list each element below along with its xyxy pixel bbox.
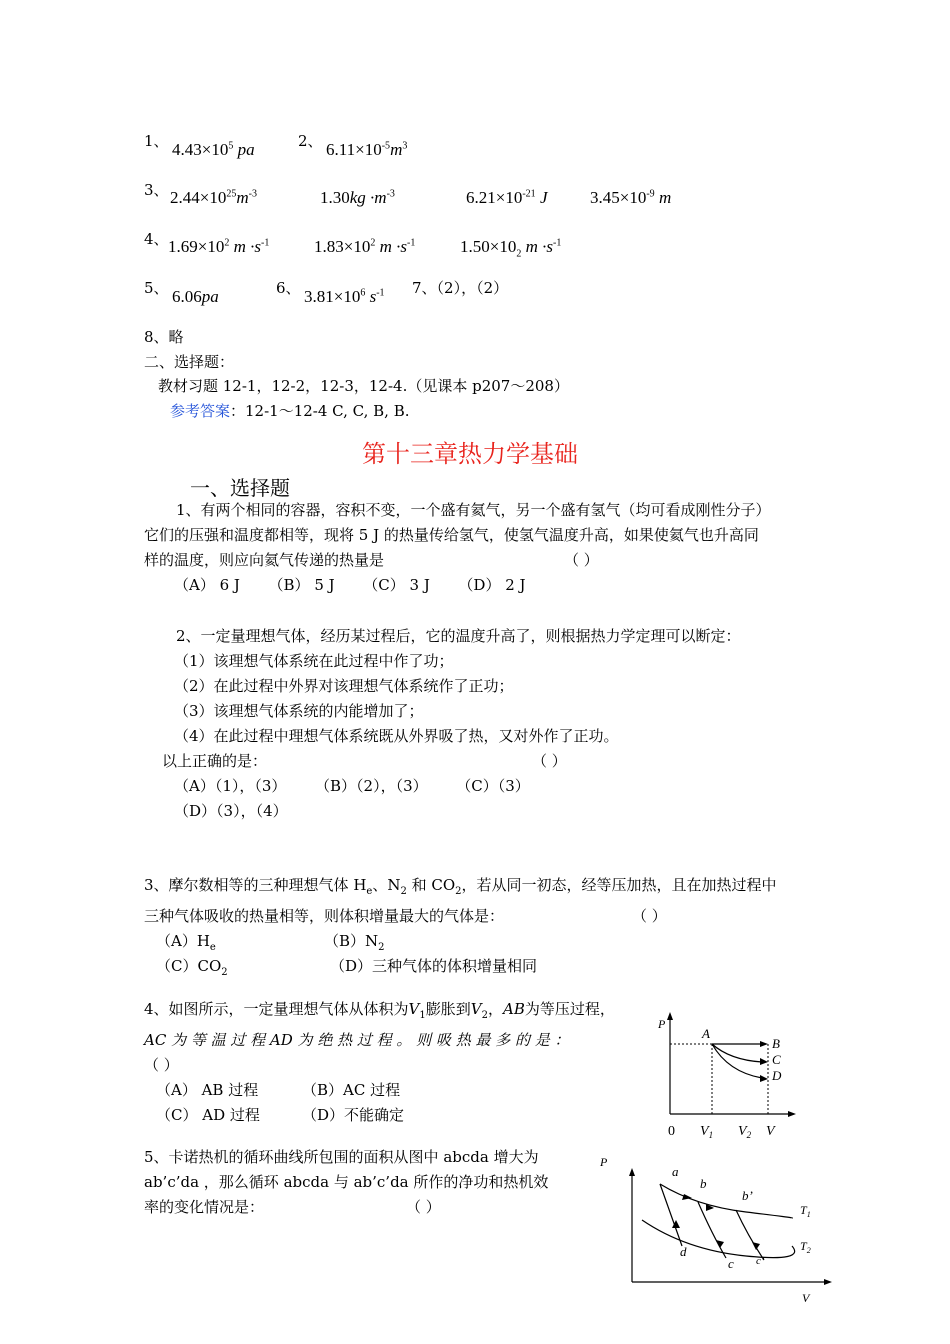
q2-statement-4: （4）在此过程中理想气体系统既从外界吸了热，又对外作了正功。	[174, 727, 619, 745]
q3-options-row-2	[144, 954, 806, 979]
q5-line-1: 5、卡诺热机的循环曲线所包围的面积从图中 abcda 增大为	[144, 1148, 539, 1166]
q4-ac-arrow	[760, 1058, 768, 1065]
answer-3-value-4: $3.45\times 10^{-9}$ m	[590, 188, 672, 207]
q1-line-2: 它们的压强和温度都相等，现将 5 J 的热量传给氢气，使氢气温度升高，如果使氦气也升高同	[144, 526, 759, 544]
q4-option-b: （B）AC 过程	[302, 1081, 401, 1099]
question-1	[144, 498, 806, 598]
q5-line-2: ab’c’da ，那么循环 abcda 与 ab’c’da 所作的净功和热机效	[144, 1173, 549, 1191]
answer-7: 7、（2），（2）	[412, 279, 509, 297]
question-3	[144, 873, 806, 979]
q5-label-a: a	[672, 1164, 679, 1179]
answer-5-label: 5、	[144, 279, 169, 297]
answer-8: 8、略	[144, 328, 184, 346]
section2-heading: 二、选择题：	[144, 353, 235, 371]
ref-answer-label: 参考答案	[170, 402, 231, 420]
q5-label-d: d	[680, 1244, 687, 1259]
q5-adiabat-bpcp	[736, 1210, 764, 1260]
q5-v-axis-arrow	[824, 1279, 832, 1285]
q4-label-a: A	[702, 1026, 710, 1041]
section2-exercise: 教材习题 12-1，12-2，12-3，12-4.（见课本 p207～208）	[158, 377, 569, 395]
q4-option-c: （C） AD 过程	[156, 1106, 260, 1124]
q5-p-axis-arrow	[629, 1168, 635, 1176]
q1-line-3: 样的温度，则应向氦气传递的热量是 （ ）	[144, 548, 806, 573]
q5-label-t1: $T_1$	[800, 1203, 811, 1219]
q4-process-ac	[712, 1044, 762, 1062]
q3-option-a: $(A)H_e$	[156, 932, 216, 953]
q2-options-1: （A）（1），（3） （B）（2），（3） （C）（3）	[174, 777, 530, 795]
answer-4-value-3: $1.50\times 10_2$ $m \cdot s^{-1}$	[460, 237, 562, 260]
answer-3-label: 3、	[144, 181, 169, 199]
q5-label-b-prime: b’	[742, 1188, 753, 1203]
q5-isotherm-t1	[660, 1184, 792, 1218]
q2-options-2: （D）（3），（4）	[174, 802, 288, 820]
q5-carnot-diagram	[596, 1150, 841, 1310]
q2-statement-3: （3）该理想气体系统的内能增加了；	[174, 702, 424, 720]
q4-label-v: V	[766, 1124, 775, 1139]
q5-answer-paren: （ ）	[406, 1198, 441, 1216]
q5-label-c-prime: c’	[756, 1255, 765, 1267]
q5-adiabat-bc	[698, 1202, 726, 1258]
q4-option-a: （A） AB 过程	[156, 1081, 259, 1099]
q4-label-origin: 0	[668, 1124, 675, 1139]
answer-3-value-2: $1.30kg \cdot m^{-3}$	[320, 188, 395, 207]
q4-v-axis-arrow	[788, 1111, 796, 1117]
q4-label-p: P	[658, 1017, 666, 1031]
q4-ad-arrow	[760, 1075, 768, 1082]
section2-ref	[170, 402, 410, 420]
q5-label-t2: $T_2$	[800, 1239, 811, 1255]
q2-ask: 以上正确的是： （ ）	[144, 749, 806, 774]
q4-option-d: （D）不能确定	[302, 1106, 405, 1124]
q4-ab-arrow	[760, 1041, 768, 1047]
q3-line-1: 3、摩尔数相等的三种理想气体 $H_e$、$N_2$ 和 $CO_2$，若从同一初态，经等压加热，且在加热过程中	[144, 876, 777, 897]
question-5	[144, 1145, 584, 1220]
answer-5-value: 6.06pa	[172, 287, 219, 306]
answer-4-label: 4、	[144, 230, 169, 248]
q3-options-row-1	[144, 929, 806, 954]
q2-statement-1: （1）该理想气体系统在此过程中作了功；	[174, 652, 454, 670]
q4-pv-diagram	[650, 1012, 800, 1142]
q5-arrow-bpcp	[752, 1242, 760, 1250]
q3-option-b: $(B)N_2$	[324, 932, 385, 953]
q5-label-p: P	[600, 1155, 608, 1169]
answer-6-value: $3.81\times 10^6$ $s^{-1}$	[304, 287, 385, 306]
answer-4-value-2: $1.83\times 10^2$ $m \cdot s^{-1}$	[314, 237, 416, 256]
answer-1-label: 1、	[144, 132, 169, 150]
q4-line-1: 4、如图所示，一定量理想气体从体积为$V_1$膨胀到$V_2$，AB为等压过程，	[144, 1000, 615, 1021]
q4-options-row-1	[144, 1078, 644, 1103]
q5-label-v: V	[802, 1291, 810, 1305]
q3-option-c: $(C)CO_2$	[156, 957, 228, 978]
q4-label-v2: $V_2$	[738, 1124, 752, 1140]
q1-line-1: 1、有两个相同的容器，容积不变，一个盛有氦气，另一个盛有氢气（均可看成刚性分子）	[176, 501, 771, 519]
q3-line-2: 三种气体吸收的热量相等，则体积增量最大的气体是： （ ）	[144, 904, 806, 929]
q5-isotherm-t2	[642, 1220, 795, 1258]
answer-4-value-1: $1.69\times 10^2$ $m \cdot s^{-1}$	[168, 237, 270, 256]
q4-p-axis-arrow	[667, 1012, 673, 1020]
q4-label-b: B	[772, 1036, 780, 1051]
q1-answer-paren: （ ）	[564, 551, 599, 569]
q2-statement-2: （2）在此过程中外界对该理想气体系统作了正功；	[174, 677, 514, 695]
q4-label-c: C	[772, 1052, 781, 1067]
answer-6-label: 6、	[276, 279, 301, 297]
q1-options: （A） 6 J （B） 5 J （C） 3 J （D） 2 J	[174, 576, 526, 594]
answer-3-value-1: $2.44\times 10^{25}m^{-3}$	[170, 188, 257, 207]
q2-line-1: 2、一定量理想气体，经历某过程后，它的温度升高了，则根据热力学定理可以断定：	[176, 627, 741, 645]
q5-line-3: 率的变化情况是： （ ）	[144, 1195, 584, 1220]
q4-label-v1: $V_1$	[700, 1124, 714, 1140]
question-2	[144, 624, 806, 824]
q5-arrow-bc	[716, 1240, 724, 1248]
answer-3-value-3: $6.21\times 10^{-21}$ J	[466, 188, 548, 207]
question-4	[144, 997, 644, 1128]
chapter-title: 第十三章热力学基础	[362, 440, 578, 468]
section-title: 一、选择题	[190, 476, 290, 500]
answer-2-value: $6.11\times 10^{-5}m^3$	[326, 140, 408, 159]
q4-line-2: AC 为 等 温 过 程 AD 为 绝 热 过 程 。 则 吸 热 最 多 的 是 ：	[144, 1031, 570, 1049]
q3-option-d: （D）三种气体的体积增量相同	[330, 957, 538, 975]
q5-label-b: b	[700, 1176, 707, 1191]
q5-label-c: c	[728, 1256, 734, 1271]
q4-label-d: D	[772, 1068, 782, 1083]
q2-answer-paren: （ ）	[532, 752, 567, 770]
q3-answer-paren: （ ）	[632, 907, 667, 925]
answer-1-value: $4.43\times 10^5$ pa	[172, 140, 255, 159]
ref-answer-text: ：12-1～12-4 C, C, B, B.	[230, 402, 410, 420]
answer-2-label: 2、	[298, 132, 323, 150]
q4-options-row-2	[144, 1103, 644, 1128]
q4-answer-paren: （ ）	[144, 1056, 179, 1074]
